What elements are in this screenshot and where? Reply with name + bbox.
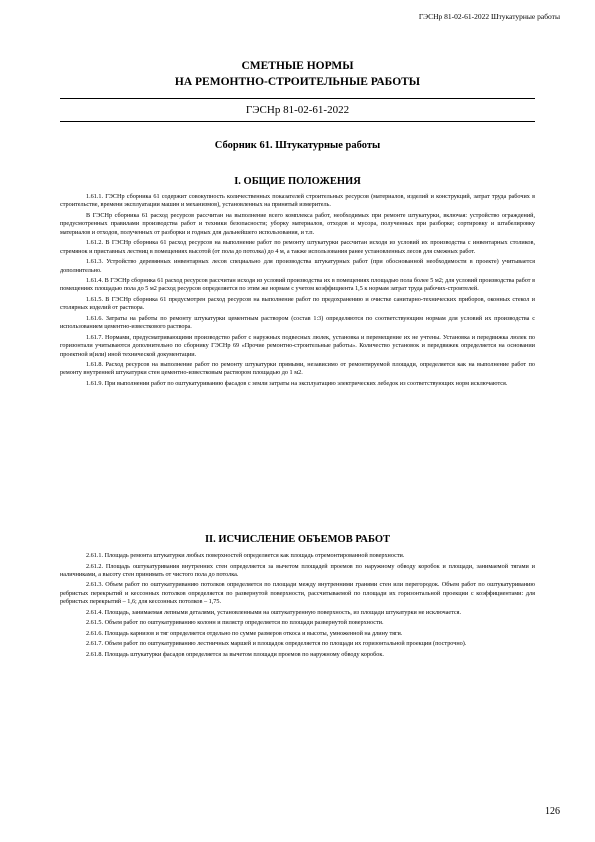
section-1-paragraph: 1.61.9. При выполнении работ по оштукатуриванию фасадов с земли затраты на эксплуатацию электрических лебедок из соответствующих норм исключаются.	[86, 379, 508, 387]
section-2-paragraph: 2.61.7. Объем работ по оштукатуриванию лестничных маршей и площадок определяется по площади их горизонтальной проекции (построчно).	[86, 640, 467, 648]
section-1-paragraph: 1.61.3. Устройство деревянных инвентарных лесов специально для производства штукатурных работ (при обоснованной необходимости в проекте) учитывается дополнительно.	[60, 258, 535, 274]
page-title	[60, 58, 535, 90]
running-header: ГЭСНр 81-02-61-2022 Штукатурные работы	[418, 12, 560, 21]
section-1-paragraph: 1.61.7. Нормами, предусматривающими производство работ с наружных подвесных люлек, установка и перемещение их не учтены. Установка и передвижка люлек по горизонтали учитываются дополнительно по сборнику ГЭСНр 69 «Прочие ремонтно-строительные работы». Количество установок и передвижек определяется на основании проектной и(или) иной технической документации.	[60, 333, 535, 358]
title-divider-bottom	[60, 121, 535, 122]
section-1-heading: I. ОБЩИЕ ПОЛОЖЕНИЯ	[234, 176, 361, 187]
section-1-paragraph: 1.61.4. В ГЭСНр сборника 61 расход ресурсов рассчитан исходя из условий производства их в помещениях площадью пола более 5 м2; для условий производства работ в помещениях площадью пола до 5 м2 расход ресурсов определяется по этим же нормам с учетом коэффициента 1,5 к нормам затрат труда рабочих-строителей.	[60, 277, 535, 293]
section-1-paragraph: 1.61.5. В ГЭСНр сборника 61 предусмотрен расход ресурсов на выполнение работ по предохранению и очистке санитарно-технических приборов, оконных стекол и столярных изделий от раствора.	[60, 295, 535, 312]
page-number: 126	[545, 806, 560, 817]
section-2-paragraph: 2.61.1. Площадь ремонта штукатурки любых поверхностей определяется как площадь отремонтированной поверхности.	[86, 552, 405, 559]
collection-title: Сборник 61. Штукатурные работы	[214, 140, 381, 151]
page-title-line-1: СМЕТНЫЕ НОРМЫ	[241, 60, 354, 72]
section-2-body	[60, 552, 535, 661]
section-2-paragraph: 2.61.3. Объем работ по оштукатуриванию потолков определяется по площади между внутренними гранями стен или перегородок. Объем работ по оштукатуриванию ребристых перекрытий и кессонных потолков определяется по развернутой поверхности, рассчитываемой по площади их горизонтальной проекции с коэффициентами: для ребристых перекрытий – 1,6; для кессонных потолков – 1,75.	[60, 581, 535, 606]
section-2-paragraph: 2.61.6. Площадь карнизов и тяг определяется отдельно по сумме размеров откоса и высоты, умноженной на длину тяги.	[86, 629, 403, 637]
section-1-paragraph: 1.61.2. В ГЭСНр сборника 61 расход ресурсов на выполнение работ по ремонту штукатурки рассчитан исходя из условий их производства с инвентарных столиков, стремянок и приставных лестниц в помещениях высотой (от пола до потолка) до 4 м, а также использования ранее установленных лесов для смежных работ.	[60, 239, 535, 255]
section-1-paragraph: 1.61.8. Расход ресурсов на выполнение работ по ремонту штукатурки прямыми, независимо от ремонтируемой площади, определяется как на выполнение работ по ремонту внутренней штукатурки стен цементно-известковым раствором площадью до 1 м2.	[60, 361, 535, 377]
section-1-paragraph: 1.61.6. Затраты на работы по ремонту штукатурки цементным раствором (состав 1:3) определяются по соответствующим нормам для условий их производства с использованием цементно-известкового раствора.	[60, 314, 535, 331]
section-2-heading: II. ИСЧИСЛЕНИЕ ОБЪЕМОВ РАБОТ	[204, 534, 391, 545]
section-1-body	[60, 193, 535, 390]
section-2-paragraph: 2.61.8. Площадь штукатурки фасадов определяется за вычетом площади проемов по наружному обводу коробок.	[86, 650, 384, 658]
section-2-paragraph: 2.61.5. Объем работ по оштукатуриванию колонн и пилястр определяется по площади развернутой поверхности.	[86, 619, 384, 627]
section-2-paragraph: 2.61.4. Площадь, занимаемая лепными деталями, установленными на оштукатуренную поверхность, из площади штукатурки не исключается.	[86, 608, 461, 616]
page-title-line-2: НА РЕМОНТНО-СТРОИТЕЛЬНЫЕ РАБОТЫ	[174, 76, 421, 88]
section-2-paragraph: 2.61.2. Площадь оштукатуривания внутренних стен определяется за вычетом площадей проемов по наружному обводу коробок и площади, занимаемой тягами и наличниками, а высоту стен принимать от чистого пола до потолка.	[60, 562, 535, 578]
title-divider-top	[60, 98, 535, 99]
document-code: ГЭСНр 81-02-61-2022	[245, 104, 350, 116]
section-1-paragraph: В ГЭСНр сборника 61 расход ресурсов рассчитан на выполнение всего комплекса работ, необходимых при ремонте штукатурки, включая: устройство ограждений, предусмотренных правилами производства работ и техники безопасности; уборку материалов, отходов и мусора, полученных при разборке; сортировку и штабелировку материалов и отходов, полученных от разборки и годных для дальнейшего использования, и т.п.	[60, 211, 535, 236]
section-1-paragraph: 1.61.1. ГЭСНр сборника 61 содержит совокупность количественных показателей строительных ресурсов (материалов, изделий и конструкций, затрат труда рабочих в строительстве, времени эксплуатации машин и механизмов), установленных на принятый измеритель.	[60, 193, 535, 209]
